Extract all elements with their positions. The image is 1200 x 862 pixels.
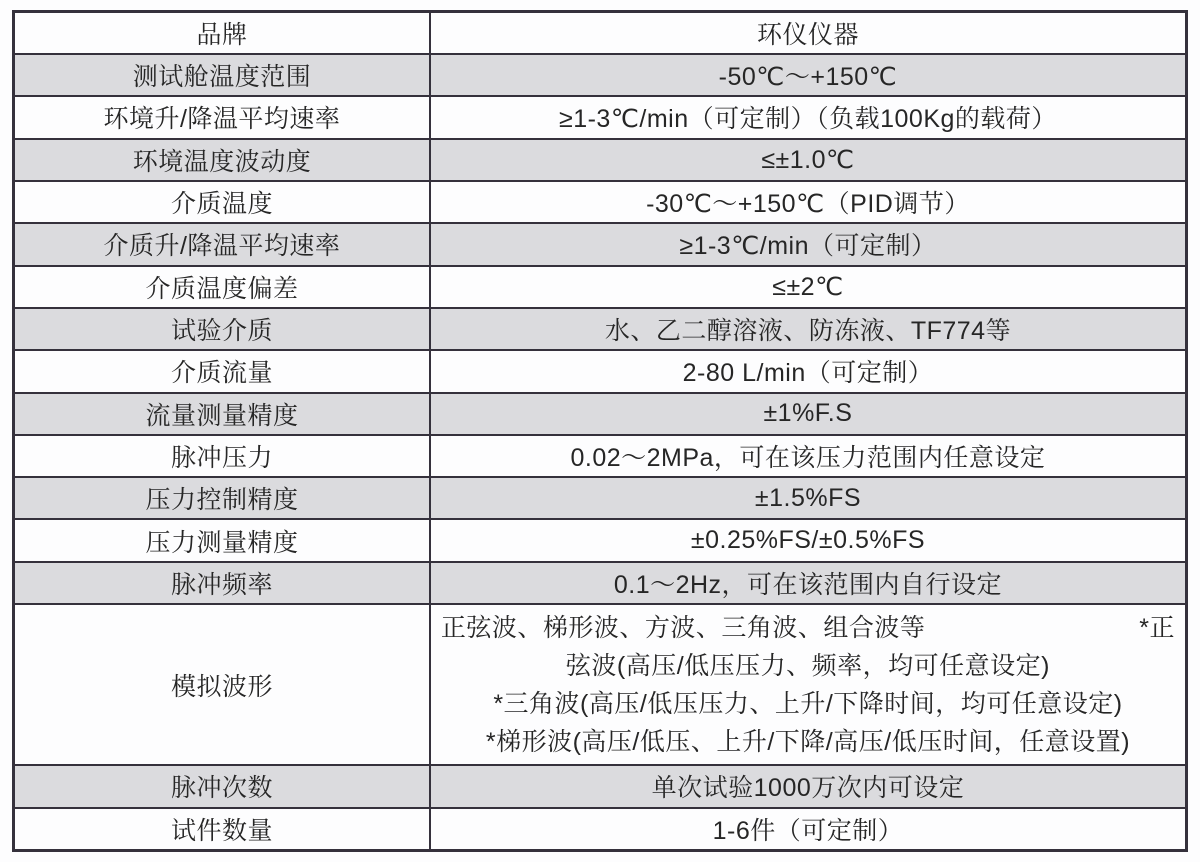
table-row	[14, 96, 1187, 138]
spec-label: 介质升/降温平均速率	[14, 223, 430, 265]
spec-value: ≥1-3℃/min（可定制）	[430, 223, 1187, 265]
table-row	[14, 808, 1187, 851]
table-row	[14, 266, 1187, 308]
table-row	[14, 519, 1187, 561]
spec-label: 模拟波形	[14, 604, 430, 765]
spec-label: 脉冲压力	[14, 435, 430, 477]
spec-label: 介质温度	[14, 181, 430, 223]
wave-line: *梯形波(高压/低压、上升/下降/高压/低压时间，任意设置)	[485, 727, 1131, 756]
spec-value: -50℃～+150℃	[430, 54, 1187, 96]
spec-label: 试件数量	[14, 808, 430, 851]
wave-line: *三角波(高压/低压压力、上升/下降时间，均可任意设定)	[493, 689, 1123, 718]
table-row	[14, 54, 1187, 96]
table-row	[14, 604, 1187, 765]
table-row	[14, 350, 1187, 392]
table-row	[14, 477, 1187, 519]
spec-label: 测试舱温度范围	[14, 54, 430, 96]
table-row	[14, 181, 1187, 223]
wave-line: 弦波(高压/低压压力、频率，均可任意设定)	[565, 651, 1050, 680]
spec-value: 0.1～2Hz，可在该范围内自行设定	[430, 562, 1187, 604]
table-row	[14, 393, 1187, 435]
table-row	[14, 139, 1187, 181]
spec-value: 0.02～2MPa，可在该压力范围内任意设定	[430, 435, 1187, 477]
spec-table	[12, 10, 1188, 852]
spec-label: 脉冲次数	[14, 765, 430, 807]
table-row	[14, 223, 1187, 265]
header-brand-value: 环仪仪器	[430, 12, 1187, 55]
spec-label: 介质温度偏差	[14, 266, 430, 308]
spec-value: -30℃～+150℃（PID调节）	[430, 181, 1187, 223]
spec-label: 流量测量精度	[14, 393, 430, 435]
spec-label: 试验介质	[14, 308, 430, 350]
spec-label: 脉冲频率	[14, 562, 430, 604]
spec-label: 环境温度波动度	[14, 139, 430, 181]
table-row	[14, 562, 1187, 604]
spec-value: ±1.5%FS	[430, 477, 1187, 519]
wave-line-left: 正弦波、梯形波、方波、三角波、组合波等	[440, 613, 926, 642]
table-row	[14, 435, 1187, 477]
header-brand-label: 品牌	[14, 12, 430, 55]
spec-label: 介质流量	[14, 350, 430, 392]
table-header-row	[14, 12, 1187, 55]
spec-label: 压力控制精度	[14, 477, 430, 519]
spec-value: ±1%F.S	[430, 393, 1187, 435]
spec-value: ≤±1.0℃	[430, 139, 1187, 181]
wave-line-right: *正	[1139, 613, 1175, 642]
wave-line	[441, 609, 1175, 647]
spec-value: 单次试验1000万次内可设定	[430, 765, 1187, 807]
table-row	[14, 765, 1187, 807]
spec-value: 2-80 L/min（可定制）	[430, 350, 1187, 392]
spec-value: ±0.25%FS/±0.5%FS	[430, 519, 1187, 561]
spec-value	[430, 604, 1187, 765]
spec-label: 压力测量精度	[14, 519, 430, 561]
table-row	[14, 308, 1187, 350]
spec-table-body	[14, 54, 1187, 851]
spec-label: 环境升/降温平均速率	[14, 96, 430, 138]
spec-value: 1-6件（可定制）	[430, 808, 1187, 851]
spec-value: ≥1-3℃/min（可定制）（负载100Kg的载荷）	[430, 96, 1187, 138]
spec-value: ≤±2℃	[430, 266, 1187, 308]
spec-value: 水、乙二醇溶液、防冻液、TF774等	[430, 308, 1187, 350]
